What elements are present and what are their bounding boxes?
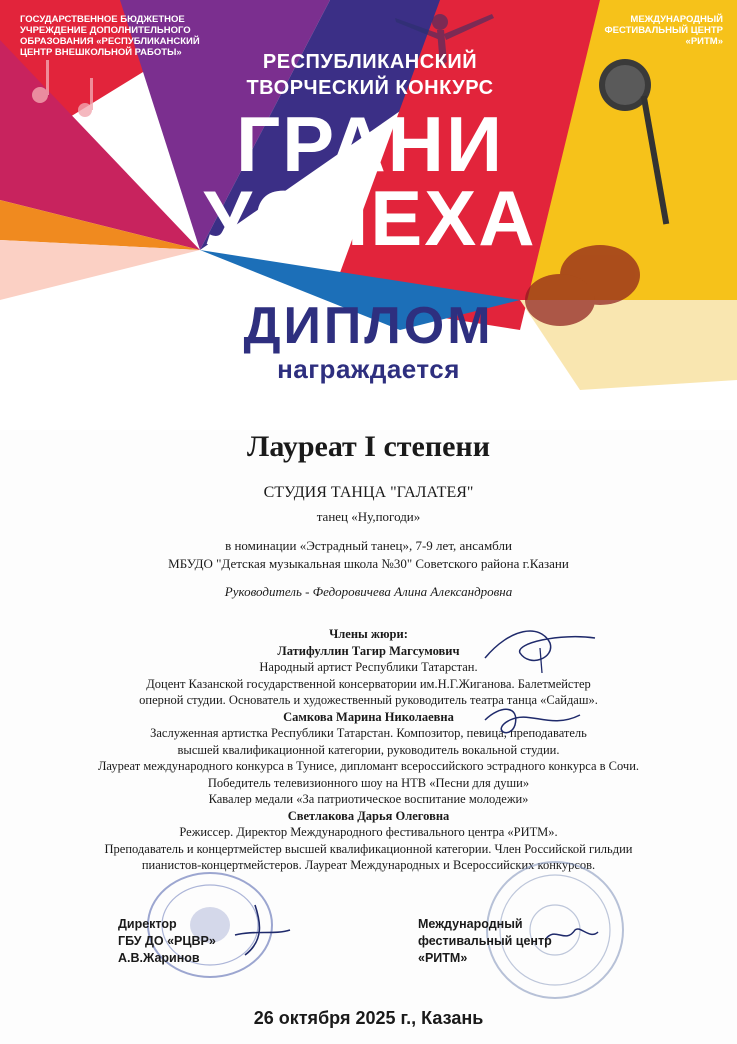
jury-member-line: высшей квалификационной категории, руководитель вокальной студии. bbox=[177, 742, 560, 757]
jury-member-name: Самкова Марина Николаевна bbox=[283, 709, 454, 724]
jury-member-line: пианистов-концертмейстеров. Лауреат Международных и Всероссийских конкурсов. bbox=[141, 858, 596, 872]
jury-block bbox=[0, 626, 737, 874]
nomination: в номинации «Эстрадный танец», 7-9 лет, ансамбли bbox=[225, 538, 512, 553]
participant-name: СТУДИЯ ТАНЦА "ГАЛАТЕЯ" bbox=[263, 484, 474, 501]
signature-right-line3: «РИТМ» bbox=[418, 951, 468, 965]
contest-name-line1: РЕСПУБЛИКАНСКИЙ bbox=[262, 51, 478, 73]
signature-right-line2: фестивальный центр bbox=[418, 934, 552, 948]
title-line1: ГРАНИ bbox=[235, 100, 505, 188]
leader: Руководитель - Федоровичева Алина Александровна bbox=[224, 584, 513, 599]
jury-member-line: Лауреат международного конкурса в Тунисе, дипломант всероссийского эстрадного конкурса в Сочи. bbox=[97, 759, 640, 773]
signature-left-org: ГБУ ДО «РЦВР» bbox=[118, 934, 216, 948]
signature-director-icon bbox=[215, 900, 295, 960]
jury-member-line: оперной студии. Основатель и художественный руководитель театра танца «Сайдаш». bbox=[139, 693, 598, 707]
diploma-title: ДИПЛОМ bbox=[243, 297, 494, 355]
signature-left-name: А.В.Жаринов bbox=[118, 951, 200, 965]
jury-member-name: Светлакова Дарья Олеговна bbox=[287, 808, 450, 823]
signature-left-block bbox=[118, 916, 216, 967]
jury-member-name: Латифуллин Тагир Магсумович bbox=[277, 643, 460, 658]
jury-member-line: Народный артист Республики Татарстан. bbox=[259, 660, 478, 674]
jury-member-line: Преподаватель и концертмейстер высшей квалификационной категории. Член Российской гильдии bbox=[104, 841, 633, 856]
jury-heading: Члены жюри: bbox=[329, 627, 408, 641]
school: МБУДО "Детская музыкальная школа №30" Советского района г.Казани bbox=[168, 556, 569, 571]
jury-member-line: Доцент Казанской государственной консерватории им.Н.Г.Жиганова. Балетмейстер bbox=[146, 676, 591, 691]
issue-date: 26 октября 2025 г., Казань bbox=[253, 1008, 484, 1028]
signature-samkova-icon bbox=[480, 700, 590, 750]
piece-name: танец «Ну,погоди» bbox=[316, 509, 421, 524]
signature-left-title: Директор bbox=[118, 917, 177, 931]
awarded-label: награждается bbox=[277, 354, 460, 384]
organizer-right: МЕЖДУНАРОДНЫЙ ФЕСТИВАЛЬНЫЙ ЦЕНТР «РИТМ» bbox=[604, 14, 723, 47]
jury-member-line: Победитель телевизионного шоу на НТВ «Песни для души» bbox=[207, 775, 530, 790]
title-line2: УСПЕХА bbox=[203, 174, 537, 262]
jury-member-line: Кавалер медали «За патриотическое воспитание молодежи» bbox=[208, 792, 529, 806]
signature-right-line1: Международный bbox=[418, 917, 523, 931]
jury-member-line: Заслуженная артистка Республики Татарстан. Композитор, певица, преподаватель bbox=[150, 726, 587, 740]
signature-latifullin-icon bbox=[480, 618, 600, 678]
signature-right-block bbox=[418, 916, 552, 967]
award-degree: Лауреат I степени bbox=[246, 430, 490, 463]
organizer-left: ГОСУДАРСТВЕННОЕ БЮДЖЕТНОЕ УЧРЕЖДЕНИЕ ДОПОЛНИТЕЛЬНОГО ОБРАЗОВАНИЯ «РЕСПУБЛИКАНСКИЙ ЦЕНТР ВНЕШКОЛЬНОЙ РАБОТЫ» bbox=[20, 14, 200, 58]
jury-member-line: Режиссер. Директор Международного фестивального центра «РИТМ». bbox=[179, 825, 558, 839]
contest-name-line2: ТВОРЧЕСКИЙ КОНКУРС bbox=[246, 77, 494, 99]
